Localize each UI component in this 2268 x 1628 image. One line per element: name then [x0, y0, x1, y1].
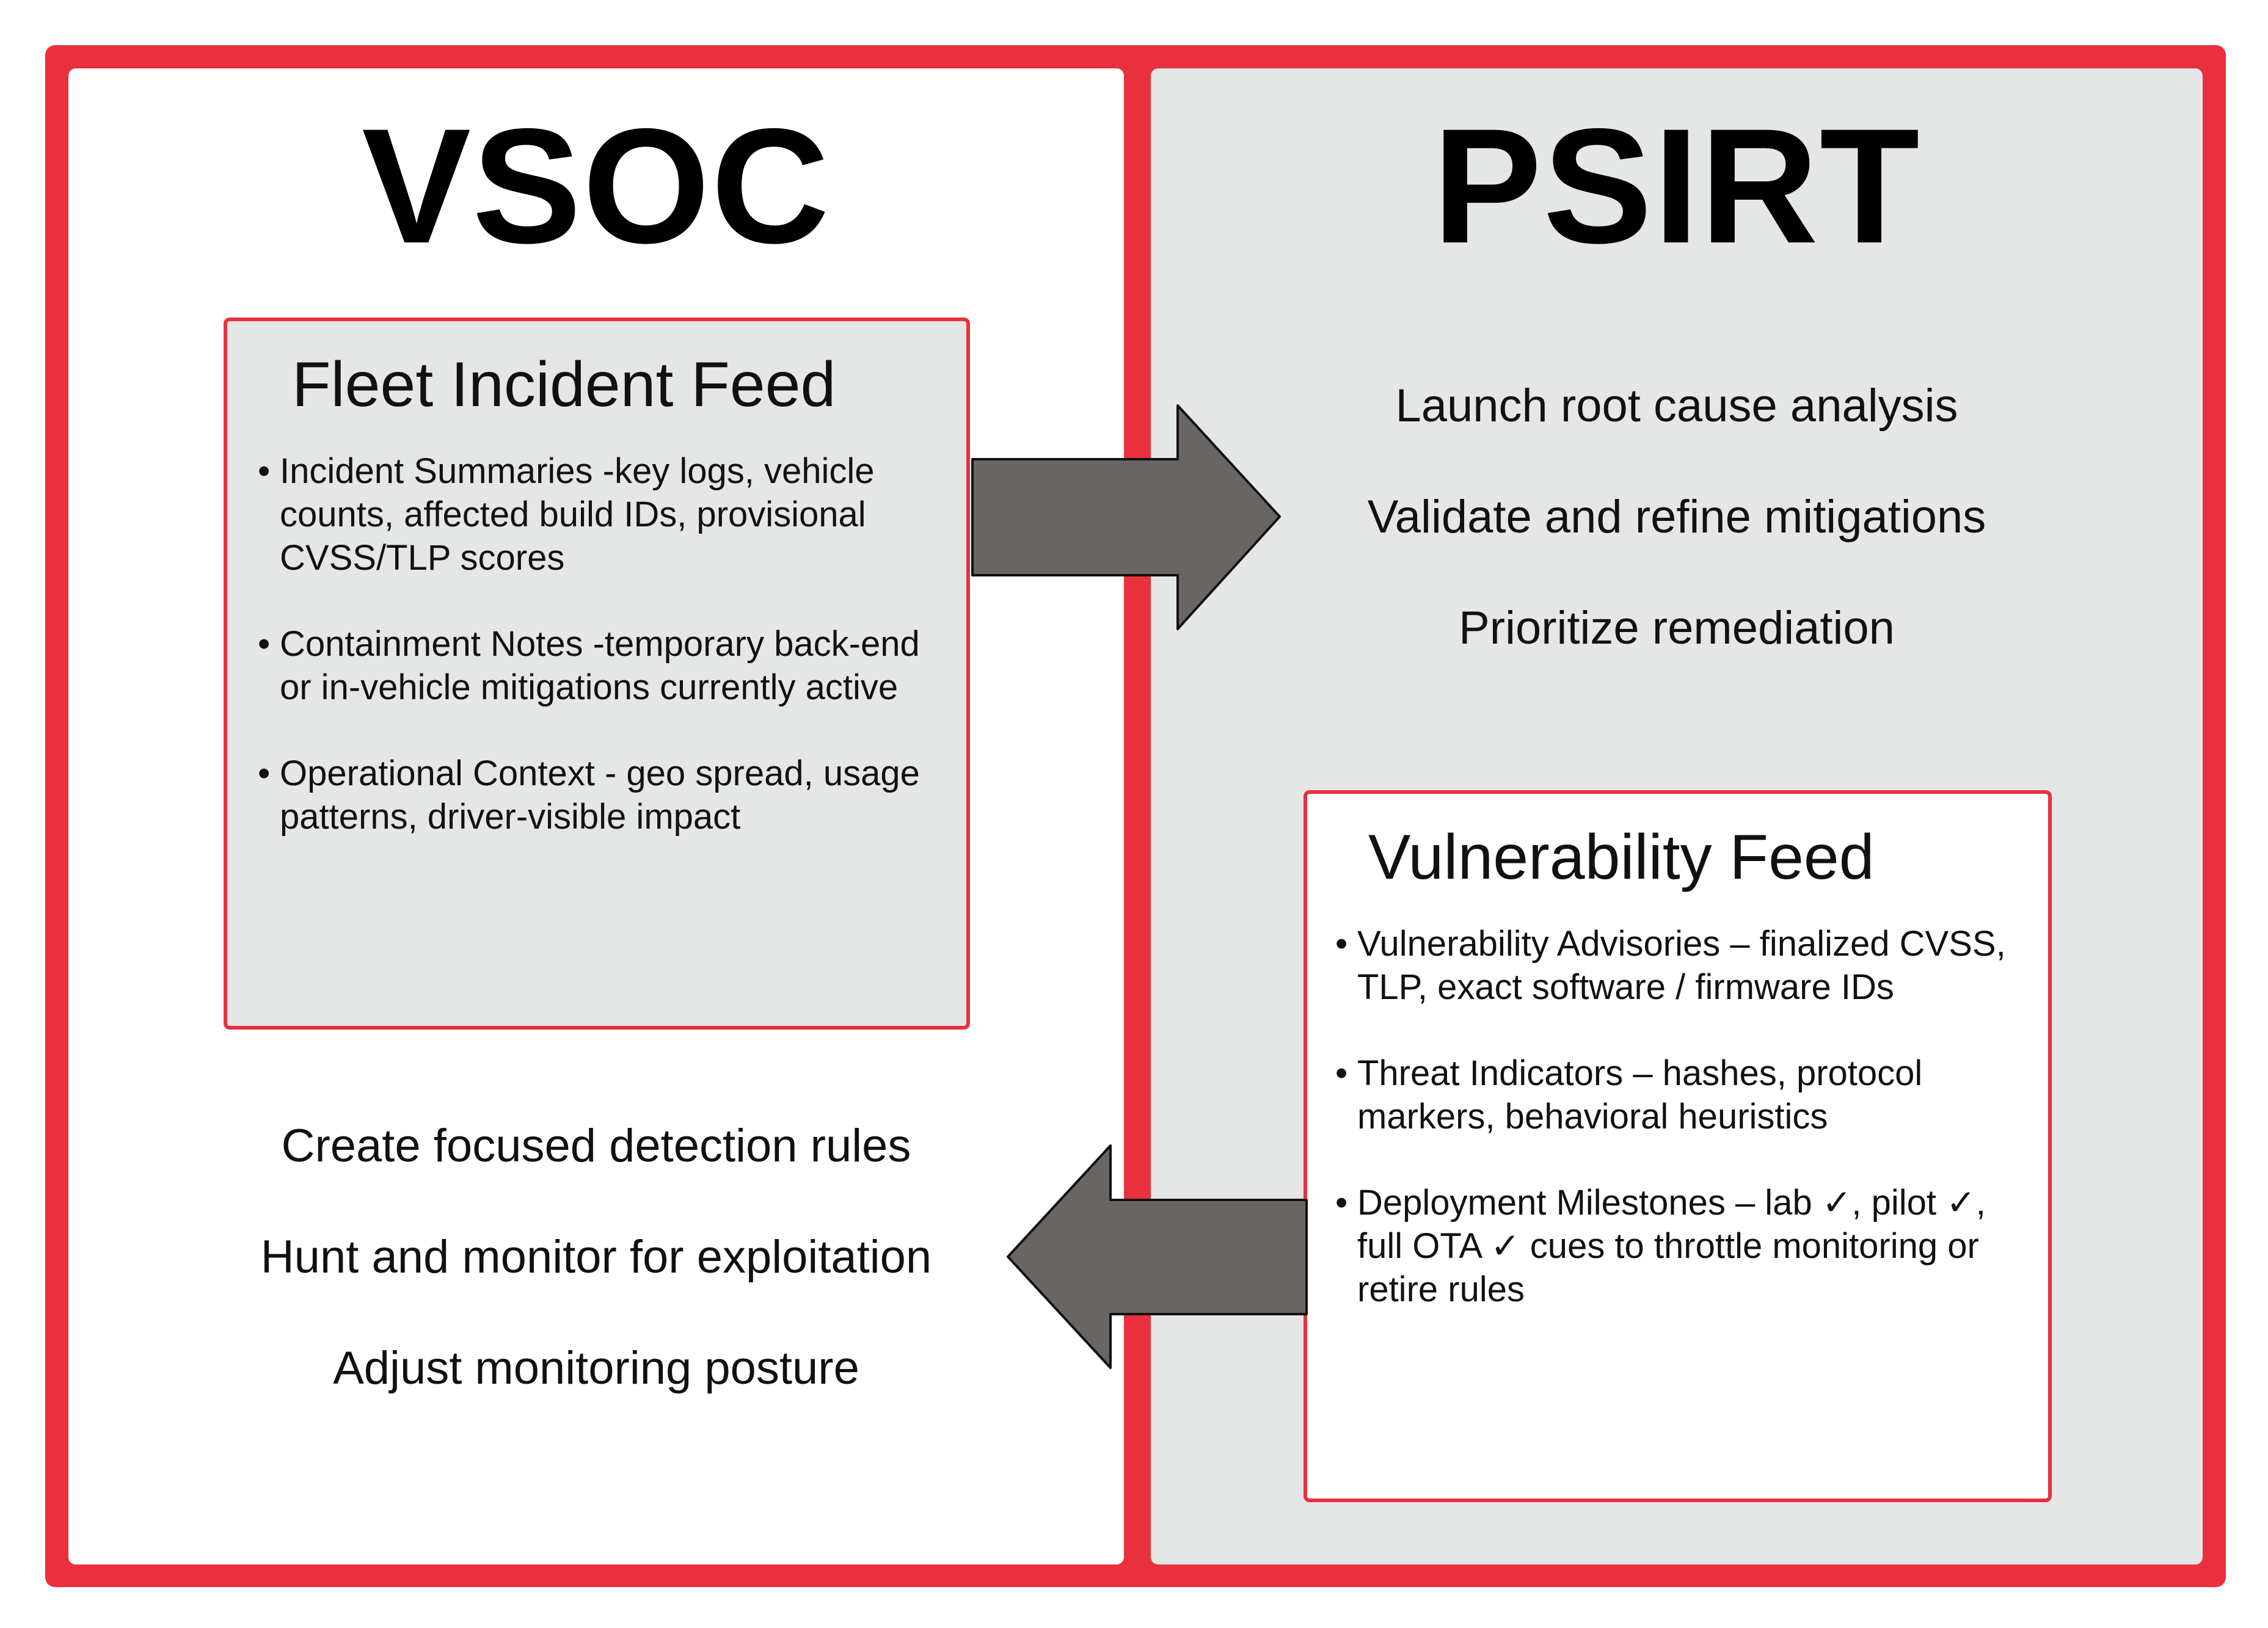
psirt-action: Launch root cause analysis: [1395, 380, 1958, 432]
arrow-left-icon: [1008, 1146, 1307, 1368]
list-item-text: Incident Summaries -key logs, vehicle counts, affected build IDs, provisional CVSS/TLP scores: [280, 451, 875, 578]
bullet-icon: •: [258, 624, 271, 664]
vulnerability-feed-title: Vulnerability Feed: [1368, 822, 1875, 893]
bullet-icon: •: [1335, 1183, 1348, 1223]
psirt-action: Prioritize remediation: [1459, 602, 1895, 654]
list-item-text: Threat Indicators – hashes, protocol markers, behavioral heuristics: [1357, 1053, 1923, 1136]
psirt-action: Validate and refine mitigations: [1367, 491, 1986, 543]
bullet-icon: •: [1335, 1053, 1348, 1093]
arrow-right-icon: [972, 405, 1280, 629]
vsoc-action: Create focused detection rules: [281, 1120, 911, 1172]
list-item-text: Operational Context - geo spread, usage patterns, driver-visible impact: [280, 754, 920, 837]
bullet-icon: •: [1335, 924, 1348, 964]
bullet-icon: •: [258, 451, 271, 491]
list-item-text: Deployment Milestones – lab ✓, pilot ✓, full OTA ✓ cues to throttle monitoring or retire rules: [1357, 1183, 1986, 1309]
vsoc-action: Adjust monitoring posture: [333, 1342, 859, 1394]
vsoc-title: VSOC: [362, 94, 831, 277]
list-item-text: Vulnerability Advisories – finalized CVSS, TLP, exact software / firmware IDs: [1357, 924, 2006, 1007]
vsoc-action: Hunt and monitor for exploitation: [260, 1231, 932, 1283]
fleet-incident-feed-title: Fleet Incident Feed: [292, 349, 836, 420]
list-item-text: Containment Notes -temporary back-end or in-vehicle mitigations currently active: [280, 624, 920, 707]
psirt-title: PSIRT: [1432, 94, 1921, 277]
bullet-icon: •: [258, 754, 271, 793]
